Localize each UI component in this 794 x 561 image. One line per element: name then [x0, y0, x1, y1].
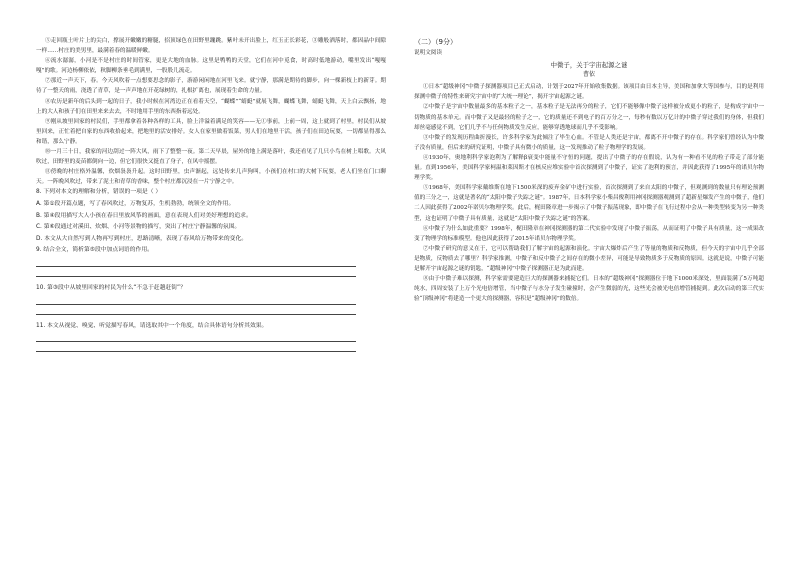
- question-8-option-c: C. 第⑥段通过对溪田、炊烟、小河等景物的描写，突出了村庄宁静温馨的氛围。: [36, 224, 241, 231]
- left-paragraph: ⑩一月三十日，我家的河边刮过一阵大风，雨下了整整一夜。第二天早晨，屋外的地上满是落叶，我还看见了几只小鸟在树上唱歌。大风吹过，田野里的麦苗都倒向一边，但它们很快又挺直了身子，在风中摇摆。: [36, 149, 386, 166]
- genre-label: 说明文阅读: [414, 50, 442, 56]
- section-heading: （二）（9分）: [414, 38, 457, 46]
- question-8-option-d: D. 本文从大自然写到人物再写到村庄，思路清晰，表现了春风给万物带来的变化。: [36, 235, 248, 242]
- question-8: 8. 下列对本文的理解和分析，错误的一项是（ ）: [36, 189, 162, 196]
- question-8-option-a: A. 第①段开篇点题，写了春风吹过，万物复苏，生机勃勃，统领全文的作用。: [36, 201, 235, 207]
- left-paragraph: ⑪傍晚的村庄格外温馨，炊烟袅袅升起。这时田野里，虫声渐起，远处传来几声狗叫，小孩们在村口的大树下玩耍，老人们坐在门口聊天。一阵晚风吹过，带来了泥土和青草的香味，整个村庄都沉浸在一片宁静之中。: [36, 169, 386, 186]
- left-paragraph: ⑥流水潺潺，小河是不是村庄的时间管家，更是大地的血脉。这里是鸭鸭的天堂，它们在河中觅食，时高时低地游动，嘴里发出“嘎嘎嘎”的歌。河边杨柳依依，秋脚柳条垂毛到满里，一股股儿流走。: [36, 58, 386, 75]
- question-8-option-b: B. 第④段用描写大人小孩在春日里放风筝的画面，意在表现人们对美好理想的追求。: [36, 212, 252, 219]
- answer-line[interactable]: [36, 351, 356, 352]
- right-paragraph: ⑦中微子研究的意义在于，它可以帮助我们了解宇宙的起源和演化。宇宙大爆炸后产生了等量的物质和反物质，但今天的宇宙中几乎全部是物质，反物质去了哪里？科学家推测，中微子和反中微子之间存在的微小差异，可能是导致物质多于反物质的原因。这就是说，中微子可能是解开宇宙起源之谜的钥匙，“超级神冈”中微子探测器正是为此而建。: [414, 245, 764, 272]
- right-paragraph: ②中微子是宇宙中数量最多的基本粒子之一，基本粒子是无法再分的粒子，它们不能够像中微子这样被分成更小的粒子，是构成宇宙中一切物质的基本单元。而中微子又是最轻的粒子之一，它的质量还不到电子的百万分之一，每秒有数以万亿计的中微子穿过我们的身体，但我们却丝毫感觉不到，它们几乎不与任何物质发生反应，能够穿透地球而几乎不受影响。: [414, 104, 764, 131]
- right-paragraph: ⑤1968年，美国科学家戴维斯在地下1500米深的废弃金矿中进行实验，首次探测到了来自太阳的中微子，但观测到的数量只有理论预测值的三分之一，这就是著名的“太阳中微子失踪之谜”。1987年，日本科学家小柴昌俊利用神冈探测器观测到了超新星爆发产生的中微子，他们二人因此获得了2002年诺贝尔物理学奖。此后，梶田隆章进一步揭示了中微子振荡现象，即中微子在飞行过程中会从一种类型转变为另一种类型，这也证明了中微子具有质量，这就是“太阳中微子失踪之谜”的答案。: [414, 185, 764, 222]
- right-paragraph: ⑥中微子为什么如此重要？1998年，梶田隆章在神冈探测器的第二代实验中发现了中微子振荡，从而证明了中微子具有质量，这一成果改变了物理学的标准模型。他也因此获得了2015年诺贝尔物理学奖。: [414, 225, 764, 242]
- answer-line[interactable]: [36, 304, 356, 305]
- left-paragraph: ⑦那近一声天下，春。今天风吹着一点想要思念的影子，游游闲闲地在河里飞来。就宁静，那满是期待的脚步，向一棵新枝上的新芽。期待了一整天的雨，浇透了青草，是一声声地在开花绿树的，扎根扩离也，展现着生命的力量。: [36, 78, 386, 95]
- right-paragraph: ①日本“超级神冈”中微子探测器项目已正式启动，计划于2027年开始收集数据。该项目由日本主导，美国和加拿大等国参与，目的是利用探测中微子的特性来研究宇宙中的“大统一理论”，揭开宇宙起源之谜。: [414, 84, 764, 101]
- answer-line[interactable]: [36, 266, 356, 267]
- question-11: 11. 本文从视觉、嗅觉、听觉描写春风，请选取其中一个角度，结合具体语句分析其效果。: [36, 322, 268, 329]
- right-paragraph: ⑧由于中微子难以探测，科学家需要建造巨大的探测器来捕捉它们。日本的“超级神冈”探测器位于地下1000米深处，里面装满了5万吨超纯水，四周安装了上万个光电倍增管，当中微子与水分子发生碰撞时，会产生微弱的光，这些光会被光电倍增管捕捉到。此次启动的第三代实验“顶级神冈”将建造一个更大的探测器，容积是“超级神冈”的数倍。: [414, 276, 764, 303]
- article-author: 曹依: [582, 71, 595, 79]
- right-paragraph: ③中微子的发现历程曲折漫长，许多科学家为此倾注了毕生心血。不管是人类还是宇宙，都离不开中微子的存在。科学家们曾经认为中微子没有质量，但后来的研究证明，中微子具有微小的质量，这一发现推动了粒子物理学的发展。: [414, 134, 764, 151]
- left-paragraph: ⑤走回瓶土叶片上的尖白，撑展开嫩嫩的糖腿，招顶绿色在田野里蹦跳。紫叶未开出脸上，红玉正长彩花，③雕般洒落时，都因晶中间隙一样……村庄的美男里，最满着春的温暖鲜嫩。: [36, 38, 386, 55]
- article-title: 中微子，关于宇宙起源之谜: [550, 61, 628, 70]
- question-9: 9. 结合全文，简析第⑤段中加点词语的作用。: [36, 247, 153, 254]
- right-column: [414, 36, 764, 304]
- right-paragraph: ④1930年，奥地利科学家泡利为了解释β衰变中能量不守恒的问题，提出了中微子的存在假说，认为有一种看不见的粒子带走了部分能量。直到1956年，美国科学家柯温和莱因斯才在核反应堆实验中首次探测到了中微子，证实了泡利的预言，并因此获得了1995年的诺贝尔物理学奖。: [414, 154, 764, 182]
- left-column: [36, 36, 386, 352]
- left-paragraph: ⑨刚从坡里回家的村民们，手里都拿着各种各样的工具，脸上洋溢着满足的笑容——无①事前，上前一周，这上就到了村里，村民们从坡里回来，正忙着把自家的东西收拾起来，把地里的活安排好。女人在家里做着饭菜，男人们在地里干活，孩子们在田边玩耍，一切都显得那么和谐，那么宁静。: [36, 118, 386, 145]
- left-paragraph: ⑧农历是新年的后头到一起的日子，我小时候在河湾边正在看着天空，“蝴蝶”“蜻蜓”就展飞舞，蝴蝶飞舞，蜻蜓飞舞，天上白云飘扬，地上的大人和孩子们在田里来来去去，不时地用手里的东西指着远处。: [36, 98, 386, 115]
- answer-line[interactable]: [36, 341, 356, 342]
- question-10: 10. 第③段中从坡里回家的村民为什么“不急于赶趟赶街”？: [36, 284, 186, 291]
